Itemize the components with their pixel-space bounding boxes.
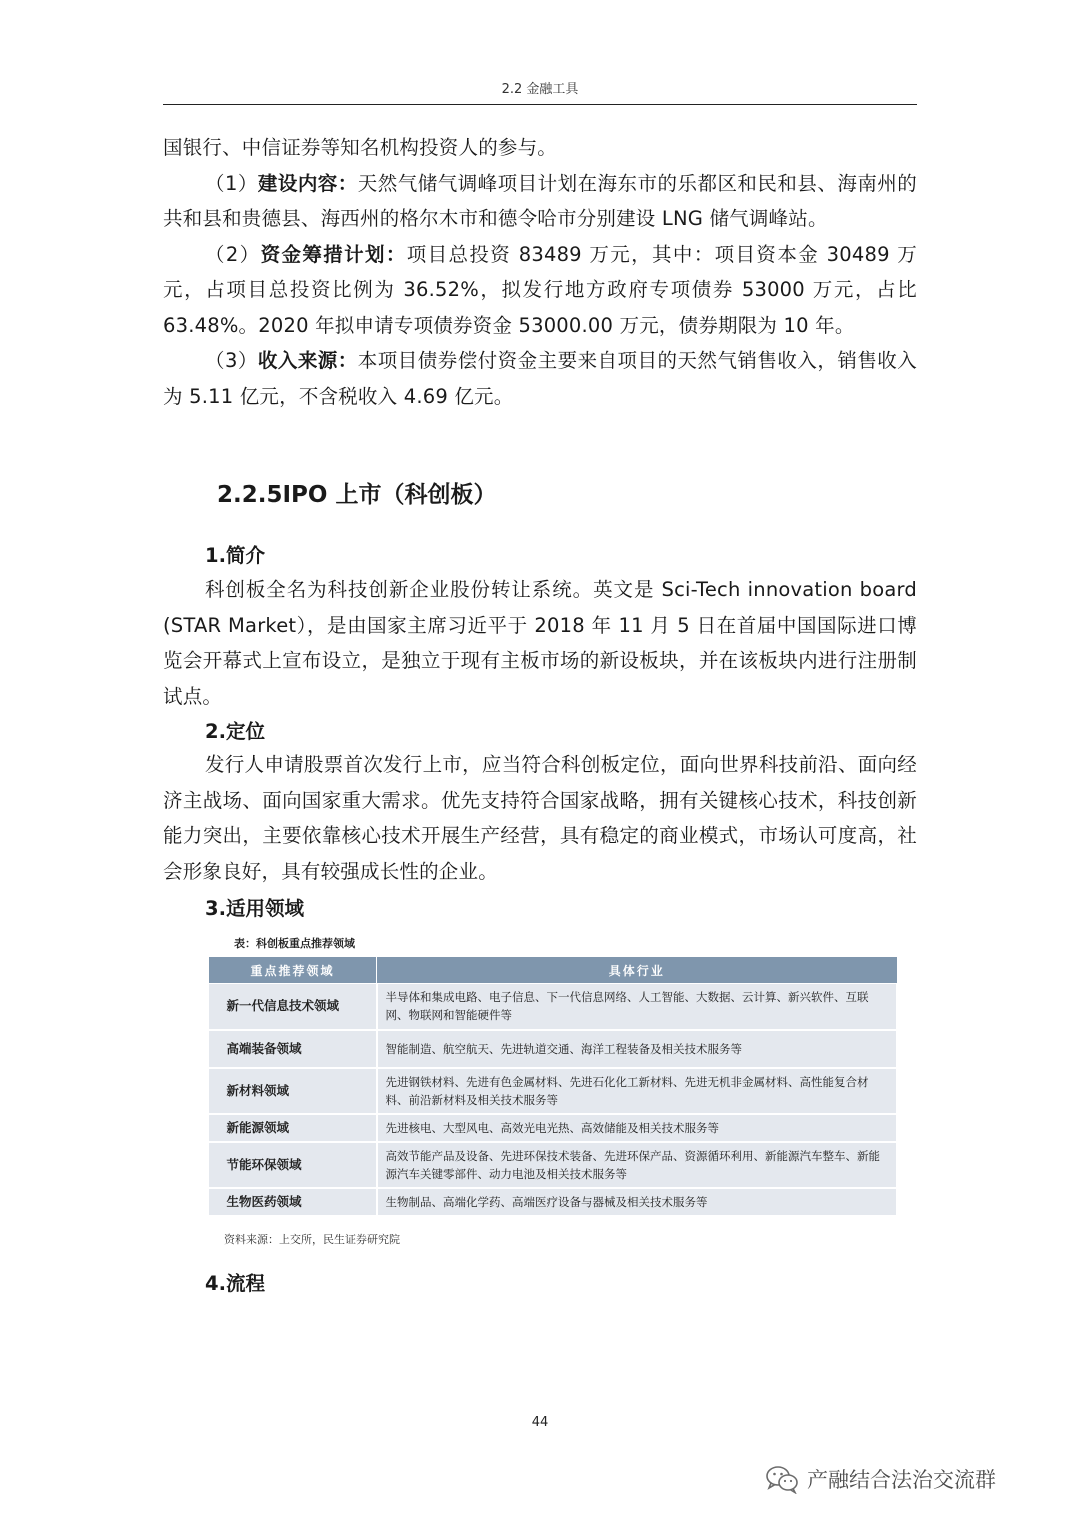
item-text: 本项目债券偿付资金主要来自项目的天然气销售收入，销售收入为 5.11 亿元，不含税收入 4.69 亿元。 — [163, 349, 917, 408]
header-divider — [163, 104, 917, 105]
watermark-text: 产融结合法治交流群 — [807, 1468, 996, 1492]
subsection-fields-title: 3.适用领域 — [205, 897, 304, 920]
table-cell-industries: 先进核电、大型风电、高效光电光热、高效储能及相关技术服务等 — [377, 1114, 898, 1142]
subsection-positioning-title: 2.定位 — [205, 720, 265, 743]
table-header-field: 重点推荐领域 — [209, 957, 377, 984]
item-label: （3） — [205, 349, 258, 372]
table-cell-industries: 高效节能产品及设备、先进环保技术装备、先进环保产品、资源循环利用、新能源汽车整车、新能源汽车关键零部件、动力电池及相关技术服务等 — [377, 1142, 898, 1188]
intro-tail: 国银行、中信证券等知名机构投资人的参与。 — [163, 136, 558, 159]
table-header-row — [209, 957, 898, 984]
subsection-intro-title: 1.简介 — [205, 544, 265, 567]
table-cell-field: 新一代信息技术领域 — [209, 984, 377, 1030]
table-cell-field: 节能环保领域 — [209, 1142, 377, 1188]
table-caption: 表：科创板重点推荐领域 — [234, 937, 355, 950]
table-cell-industries: 先进钢铁材料、先进有色金属材料、先进石化化工新材料、先进无机非金属材料、高性能复合材料、前沿新材料及相关技术服务等 — [377, 1068, 898, 1114]
item-text: 天然气储气调峰项目计划在海东市的乐都区和民和县、海南州的共和县和贵德县、海西州的格尔木市和德令哈市分别建设 LNG 储气调峰站。 — [163, 171, 917, 230]
subsection-intro-text: 科创板全名为科技创新企业股份转让系统。英文是 Sci-Tech innovation board (STAR Market），是由国家主席习近平于 2018 年 11 月 5 日在首届中国国际进口博览会开幕式上宣布设立，是独立于现有主板市场的新设板块，并在该板块内进行注册制试点。 — [163, 578, 917, 708]
item-heading: 资金筹措计划： — [260, 242, 407, 266]
item-text: 项目总投资 83489 万元，其中：项目资本金 30489 万元，占项目总投资比例为 36.52%，拟发行地方政府专项债券 53000 万元，占比 63.48%。2020 年拟申请专项债券资金 53000.00 万元，债券期限为 10 年。 — [163, 242, 917, 337]
table-row — [209, 1142, 898, 1188]
item-financing — [163, 237, 917, 344]
table-cell-industries: 智能制造、航空航天、先进轨道交通、海洋工程装备及相关技术服务等 — [377, 1030, 898, 1068]
subsection-positioning-text: 发行人申请股票首次发行上市，应当符合科创板定位，面向世界科技前沿、面向经济主战场、面向国家重大需求。优先支持符合国家战略，拥有关键核心技术，科技创新能力突出，主要依靠核心技术开展生产经营，具有稳定的商业模式，市场认可度高，社会形象良好，具有较强成长性的企业。 — [163, 753, 917, 883]
item-label: （2） — [205, 242, 261, 266]
table-source: 资料来源：上交所，民生证券研究院 — [224, 1233, 400, 1246]
table-cell-industries: 半导体和集成电路、电子信息、下一代信息网络、人工智能、大数据、云计算、新兴软件、互联网、物联网和智能硬件等 — [377, 984, 898, 1030]
wechat-icon — [765, 1464, 799, 1494]
table-cell-industries: 生物制品、高端化学药、高端医疗设备与器械及相关技术服务等 — [377, 1188, 898, 1216]
table-row — [209, 984, 898, 1030]
table-cell-field: 高端装备领域 — [209, 1030, 377, 1068]
item-construction — [163, 166, 917, 237]
table-cell-field: 新材料领域 — [209, 1068, 377, 1114]
recommended-fields-table — [208, 956, 898, 1217]
table-cell-field: 生物医药领域 — [209, 1188, 377, 1216]
table-header-industries: 具体行业 — [377, 957, 898, 984]
table-row — [209, 1068, 898, 1114]
item-heading: 建设内容： — [257, 171, 358, 195]
intro-content — [163, 130, 917, 414]
item-revenue — [163, 343, 917, 414]
page-number: 44 — [531, 1415, 549, 1430]
subsection-process-title: 4.流程 — [205, 1272, 265, 1295]
wechat-watermark — [765, 1462, 996, 1496]
table-row — [209, 1030, 898, 1068]
section-title: 2.2.5IPO 上市（科创板） — [217, 482, 497, 508]
table-cell-field: 新能源领域 — [209, 1114, 377, 1142]
table-row — [209, 1188, 898, 1216]
page-header: 2.2 金融工具 — [501, 82, 579, 97]
item-heading: 收入来源： — [257, 349, 358, 372]
item-label: （1） — [205, 171, 258, 195]
table-row — [209, 1114, 898, 1142]
